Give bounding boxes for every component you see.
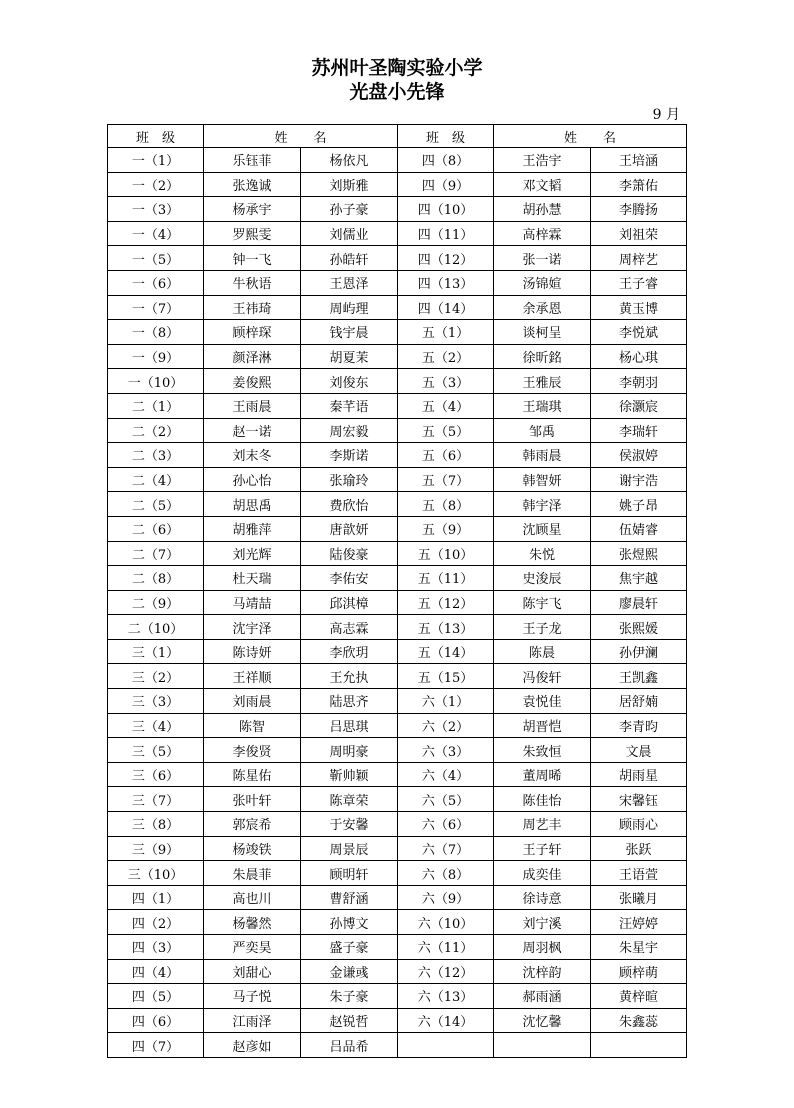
- name-cell: 杨承宇: [204, 197, 301, 222]
- table-row: [108, 713, 687, 738]
- class-cell: 五（13）: [398, 615, 494, 640]
- name-cell: 顾雨心: [591, 812, 687, 837]
- name-cell: 文晨: [591, 738, 687, 763]
- class-cell: 六（9）: [398, 885, 494, 910]
- table-row: [108, 197, 687, 222]
- class-cell: 四（7）: [108, 1033, 204, 1058]
- name-cell: 董周晞: [494, 762, 591, 787]
- name-cell: 李斯诺: [301, 443, 398, 468]
- class-cell: 三（3）: [108, 689, 204, 714]
- name-cell: 张瑜玲: [301, 467, 398, 492]
- class-cell: 一（9）: [108, 344, 204, 369]
- table-row: [108, 1033, 687, 1058]
- class-cell: 二（10）: [108, 615, 204, 640]
- table-row: [108, 516, 687, 541]
- name-cell: 赵锐哲: [301, 1008, 398, 1033]
- table-row: [108, 664, 687, 689]
- class-cell: 五（8）: [398, 492, 494, 517]
- name-cell: 居舒婻: [591, 689, 687, 714]
- class-cell: 二（1）: [108, 393, 204, 418]
- name-cell: 周明豪: [301, 738, 398, 763]
- table-row: [108, 369, 687, 394]
- name-cell: 张一诺: [494, 246, 591, 271]
- name-cell: 侯淑婷: [591, 443, 687, 468]
- name-cell: 陈诗妍: [204, 639, 301, 664]
- class-cell: 五（7）: [398, 467, 494, 492]
- name-cell: 伍婧睿: [591, 516, 687, 541]
- name-cell: 陈章荣: [301, 787, 398, 812]
- class-cell: 三（4）: [108, 713, 204, 738]
- table-row: [108, 738, 687, 763]
- name-cell: 宋馨钰: [591, 787, 687, 812]
- table-row: [108, 959, 687, 984]
- name-cell: 顾明轩: [301, 861, 398, 886]
- class-cell: 一（8）: [108, 320, 204, 345]
- name-cell: 邓文韬: [494, 172, 591, 197]
- name-cell: 周梓艺: [591, 246, 687, 271]
- name-cell: [494, 1033, 591, 1058]
- table-row: [108, 935, 687, 960]
- name-cell: 谢宇浩: [591, 467, 687, 492]
- class-cell: 五（15）: [398, 664, 494, 689]
- name-cell: 沈忆馨: [494, 1008, 591, 1033]
- table-row: [108, 885, 687, 910]
- name-cell: 韩智妍: [494, 467, 591, 492]
- class-cell: 五（11）: [398, 566, 494, 591]
- name-cell: 刘光辉: [204, 541, 301, 566]
- name-cell: 钟一飞: [204, 246, 301, 271]
- table-row: [108, 590, 687, 615]
- class-cell: 一（2）: [108, 172, 204, 197]
- name-cell: 江雨泽: [204, 1008, 301, 1033]
- name-cell: 黄玉博: [591, 295, 687, 320]
- name-cell: 邹禹: [494, 418, 591, 443]
- class-cell: 三（6）: [108, 762, 204, 787]
- class-cell: 一（7）: [108, 295, 204, 320]
- class-cell: 四（4）: [108, 959, 204, 984]
- name-cell: 张叶轩: [204, 787, 301, 812]
- class-cell: 五（1）: [398, 320, 494, 345]
- name-cell: 陈晨: [494, 639, 591, 664]
- table-row: [108, 221, 687, 246]
- table-row: [108, 344, 687, 369]
- class-cell: 四（14）: [398, 295, 494, 320]
- class-cell: 一（6）: [108, 270, 204, 295]
- name-cell: 姜俊熙: [204, 369, 301, 394]
- name-cell: 王浩宇: [494, 148, 591, 173]
- class-cell: 五（6）: [398, 443, 494, 468]
- class-cell: 三（9）: [108, 836, 204, 861]
- name-cell: 唐歆妍: [301, 516, 398, 541]
- name-cell: 顾梓萌: [591, 959, 687, 984]
- name-cell: 陆思齐: [301, 689, 398, 714]
- name-cell: 张曦月: [591, 885, 687, 910]
- name-cell: 秦芊语: [301, 393, 398, 418]
- name-cell: 韩宇泽: [494, 492, 591, 517]
- class-cell: 六（12）: [398, 959, 494, 984]
- name-cell: 杨竣铁: [204, 836, 301, 861]
- name-cell: 周景辰: [301, 836, 398, 861]
- name-cell: 杨心琪: [591, 344, 687, 369]
- table-row: [108, 762, 687, 787]
- name-cell: 郝雨涵: [494, 984, 591, 1009]
- name-cell: 孙心怡: [204, 467, 301, 492]
- name-cell: 高梓霖: [494, 221, 591, 246]
- name-cell: 刘儒业: [301, 221, 398, 246]
- table-row: [108, 984, 687, 1009]
- name-cell: 谈柯呈: [494, 320, 591, 345]
- name-cell: 王雅辰: [494, 369, 591, 394]
- name-cell: 赵一诺: [204, 418, 301, 443]
- table-row: [108, 467, 687, 492]
- name-cell: 张跃: [591, 836, 687, 861]
- name-cell: 朱鑫蕊: [591, 1008, 687, 1033]
- class-cell: 五（14）: [398, 639, 494, 664]
- class-cell: 一（1）: [108, 148, 204, 173]
- name-cell: 周羽枫: [494, 935, 591, 960]
- class-cell: 五（5）: [398, 418, 494, 443]
- table-row: [108, 320, 687, 345]
- name-cell: 杨依凡: [301, 148, 398, 173]
- name-cell: 孙博文: [301, 910, 398, 935]
- name-cell: 孙子豪: [301, 197, 398, 222]
- table-row: [108, 566, 687, 591]
- name-cell: 徐诗意: [494, 885, 591, 910]
- class-cell: [398, 1033, 494, 1058]
- table-row: [108, 812, 687, 837]
- class-cell: 三（8）: [108, 812, 204, 837]
- name-cell: 周屿理: [301, 295, 398, 320]
- header-row: [108, 125, 687, 148]
- name-cell: 朱晨菲: [204, 861, 301, 886]
- name-cell: 朱星宇: [591, 935, 687, 960]
- name-cell: 王培涵: [591, 148, 687, 173]
- name-cell: 王语萱: [591, 861, 687, 886]
- name-cell: 李佑安: [301, 566, 398, 591]
- class-cell: 四（8）: [398, 148, 494, 173]
- name-cell: 胡晋恺: [494, 713, 591, 738]
- name-cell: 陈星佑: [204, 762, 301, 787]
- class-cell: 五（4）: [398, 393, 494, 418]
- class-cell: 六（5）: [398, 787, 494, 812]
- table-row: [108, 148, 687, 173]
- name-cell: 徐灏宸: [591, 393, 687, 418]
- name-cell: 顾梓琛: [204, 320, 301, 345]
- class-cell: 二（2）: [108, 418, 204, 443]
- name-cell: 刘祖荣: [591, 221, 687, 246]
- class-cell: 一（10）: [108, 369, 204, 394]
- name-cell: 史浚辰: [494, 566, 591, 591]
- name-cell: 高也川: [204, 885, 301, 910]
- class-cell: 五（10）: [398, 541, 494, 566]
- class-cell: 六（1）: [398, 689, 494, 714]
- class-cell: 四（9）: [398, 172, 494, 197]
- class-cell: 二（7）: [108, 541, 204, 566]
- class-cell: 三（7）: [108, 787, 204, 812]
- table-row: [108, 492, 687, 517]
- name-cell: 颜泽淋: [204, 344, 301, 369]
- name-cell: 沈梓韵: [494, 959, 591, 984]
- roster-table: [107, 124, 687, 1058]
- name-cell: 金谦彧: [301, 959, 398, 984]
- name-cell: 张煜熙: [591, 541, 687, 566]
- class-cell: 四（5）: [108, 984, 204, 1009]
- table-row: [108, 541, 687, 566]
- name-cell: 廖晨轩: [591, 590, 687, 615]
- class-cell: 四（3）: [108, 935, 204, 960]
- name-cell: 李悦斌: [591, 320, 687, 345]
- name-cell: 王瑞琪: [494, 393, 591, 418]
- class-cell: 六（14）: [398, 1008, 494, 1033]
- table-row: [108, 1008, 687, 1033]
- name-cell: 王凯鑫: [591, 664, 687, 689]
- class-cell: 三（1）: [108, 639, 204, 664]
- name-cell: 王子轩: [494, 836, 591, 861]
- name-cell: 王祥顺: [204, 664, 301, 689]
- name-cell: 王子睿: [591, 270, 687, 295]
- name-cell: 黄梓暄: [591, 984, 687, 1009]
- table-row: [108, 910, 687, 935]
- table-row: [108, 689, 687, 714]
- name-cell: 徐昕銘: [494, 344, 591, 369]
- name-cell: 刘甜心: [204, 959, 301, 984]
- class-cell: 六（2）: [398, 713, 494, 738]
- class-cell: 四（11）: [398, 221, 494, 246]
- class-cell: 二（5）: [108, 492, 204, 517]
- table-row: [108, 861, 687, 886]
- name-cell: 陈智: [204, 713, 301, 738]
- name-cell: 高志霖: [301, 615, 398, 640]
- page-title: 苏州叶圣陶实验小学: [311, 57, 483, 79]
- name-cell: 刘宁溪: [494, 910, 591, 935]
- header-class-right: 班 级: [398, 125, 494, 148]
- table-row: [108, 295, 687, 320]
- name-cell: 余承恩: [494, 295, 591, 320]
- name-cell: 胡夏茉: [301, 344, 398, 369]
- name-cell: 王祎琦: [204, 295, 301, 320]
- name-cell: 李腾扬: [591, 197, 687, 222]
- name-cell: 李欣玥: [301, 639, 398, 664]
- name-cell: 杨馨然: [204, 910, 301, 935]
- name-cell: 朱悦: [494, 541, 591, 566]
- name-cell: 冯俊轩: [494, 664, 591, 689]
- class-cell: 四（6）: [108, 1008, 204, 1033]
- name-cell: 王恩泽: [301, 270, 398, 295]
- name-cell: 乐钰菲: [204, 148, 301, 173]
- name-cell: 赵彦如: [204, 1033, 301, 1058]
- name-cell: 陈佳怡: [494, 787, 591, 812]
- class-cell: 四（2）: [108, 910, 204, 935]
- name-cell: 张逸诚: [204, 172, 301, 197]
- name-cell: 胡孙慧: [494, 197, 591, 222]
- name-cell: 严奕昊: [204, 935, 301, 960]
- name-cell: 陈宇飞: [494, 590, 591, 615]
- name-cell: 王雨晨: [204, 393, 301, 418]
- name-cell: 盛子豪: [301, 935, 398, 960]
- header-name-right: 姓 名: [494, 125, 687, 148]
- name-cell: 胡思禹: [204, 492, 301, 517]
- class-cell: 六（7）: [398, 836, 494, 861]
- class-cell: 四（13）: [398, 270, 494, 295]
- page-subtitle: 光盘小先锋: [349, 81, 445, 103]
- table-row: [108, 787, 687, 812]
- class-cell: 二（3）: [108, 443, 204, 468]
- name-cell: 曹舒涵: [301, 885, 398, 910]
- class-cell: 二（4）: [108, 467, 204, 492]
- class-cell: 一（5）: [108, 246, 204, 271]
- table-row: [108, 172, 687, 197]
- table-row: [108, 836, 687, 861]
- table-row: [108, 443, 687, 468]
- name-cell: 朱致恒: [494, 738, 591, 763]
- name-cell: 胡雨星: [591, 762, 687, 787]
- class-cell: 二（8）: [108, 566, 204, 591]
- name-cell: 靳帅颖: [301, 762, 398, 787]
- class-cell: 五（9）: [398, 516, 494, 541]
- name-cell: 刘雨晨: [204, 689, 301, 714]
- name-cell: 张熙媛: [591, 615, 687, 640]
- class-cell: 三（2）: [108, 664, 204, 689]
- table-row: [108, 246, 687, 271]
- name-cell: 韩雨晨: [494, 443, 591, 468]
- name-cell: 牛秋语: [204, 270, 301, 295]
- name-cell: 孙皓轩: [301, 246, 398, 271]
- name-cell: 郭宸希: [204, 812, 301, 837]
- class-cell: 三（5）: [108, 738, 204, 763]
- name-cell: 李箫佑: [591, 172, 687, 197]
- table-row: [108, 615, 687, 640]
- class-cell: 五（12）: [398, 590, 494, 615]
- class-cell: 一（3）: [108, 197, 204, 222]
- name-cell: [591, 1033, 687, 1058]
- class-cell: 六（6）: [398, 812, 494, 837]
- table-row: [108, 418, 687, 443]
- name-cell: 吕品希: [301, 1033, 398, 1058]
- name-cell: 杜天瑞: [204, 566, 301, 591]
- name-cell: 李青昀: [591, 713, 687, 738]
- name-cell: 王允执: [301, 664, 398, 689]
- month-label: 9 月: [652, 107, 680, 123]
- name-cell: 吕思琪: [301, 713, 398, 738]
- name-cell: 邱淇樟: [301, 590, 398, 615]
- table-row: [108, 270, 687, 295]
- name-cell: 陆俊豪: [301, 541, 398, 566]
- name-cell: 马靖喆: [204, 590, 301, 615]
- name-cell: 刘末冬: [204, 443, 301, 468]
- class-cell: 五（3）: [398, 369, 494, 394]
- name-cell: 于安馨: [301, 812, 398, 837]
- name-cell: 刘俊东: [301, 369, 398, 394]
- name-cell: 沈顾星: [494, 516, 591, 541]
- class-cell: 五（2）: [398, 344, 494, 369]
- class-cell: 六（10）: [398, 910, 494, 935]
- name-cell: 姚子昂: [591, 492, 687, 517]
- name-cell: 李朝羽: [591, 369, 687, 394]
- class-cell: 一（4）: [108, 221, 204, 246]
- header-class-left: 班 级: [108, 125, 204, 148]
- class-cell: 四（10）: [398, 197, 494, 222]
- name-cell: 成奕佳: [494, 861, 591, 886]
- name-cell: 袁悦佳: [494, 689, 591, 714]
- class-cell: 四（1）: [108, 885, 204, 910]
- name-cell: 孙伊澜: [591, 639, 687, 664]
- name-cell: 李瑞轩: [591, 418, 687, 443]
- class-cell: 六（8）: [398, 861, 494, 886]
- class-cell: 六（3）: [398, 738, 494, 763]
- name-cell: 李俊贤: [204, 738, 301, 763]
- class-cell: 六（4）: [398, 762, 494, 787]
- class-cell: 三（10）: [108, 861, 204, 886]
- name-cell: 朱子豪: [301, 984, 398, 1009]
- class-cell: 六（13）: [398, 984, 494, 1009]
- table-row: [108, 393, 687, 418]
- name-cell: 王子龙: [494, 615, 591, 640]
- table-row: [108, 639, 687, 664]
- name-cell: 马子悦: [204, 984, 301, 1009]
- name-cell: 汤锦媗: [494, 270, 591, 295]
- name-cell: 刘斯雅: [301, 172, 398, 197]
- name-cell: 汪婷婷: [591, 910, 687, 935]
- class-cell: 二（6）: [108, 516, 204, 541]
- name-cell: 焦宇越: [591, 566, 687, 591]
- header-name-left: 姓 名: [204, 125, 398, 148]
- name-cell: 周宏毅: [301, 418, 398, 443]
- class-cell: 二（9）: [108, 590, 204, 615]
- name-cell: 沈宇泽: [204, 615, 301, 640]
- name-cell: 周艺丰: [494, 812, 591, 837]
- name-cell: 胡雅萍: [204, 516, 301, 541]
- name-cell: 罗熙雯: [204, 221, 301, 246]
- class-cell: 六（11）: [398, 935, 494, 960]
- name-cell: 费欣怡: [301, 492, 398, 517]
- name-cell: 钱宇晨: [301, 320, 398, 345]
- class-cell: 四（12）: [398, 246, 494, 271]
